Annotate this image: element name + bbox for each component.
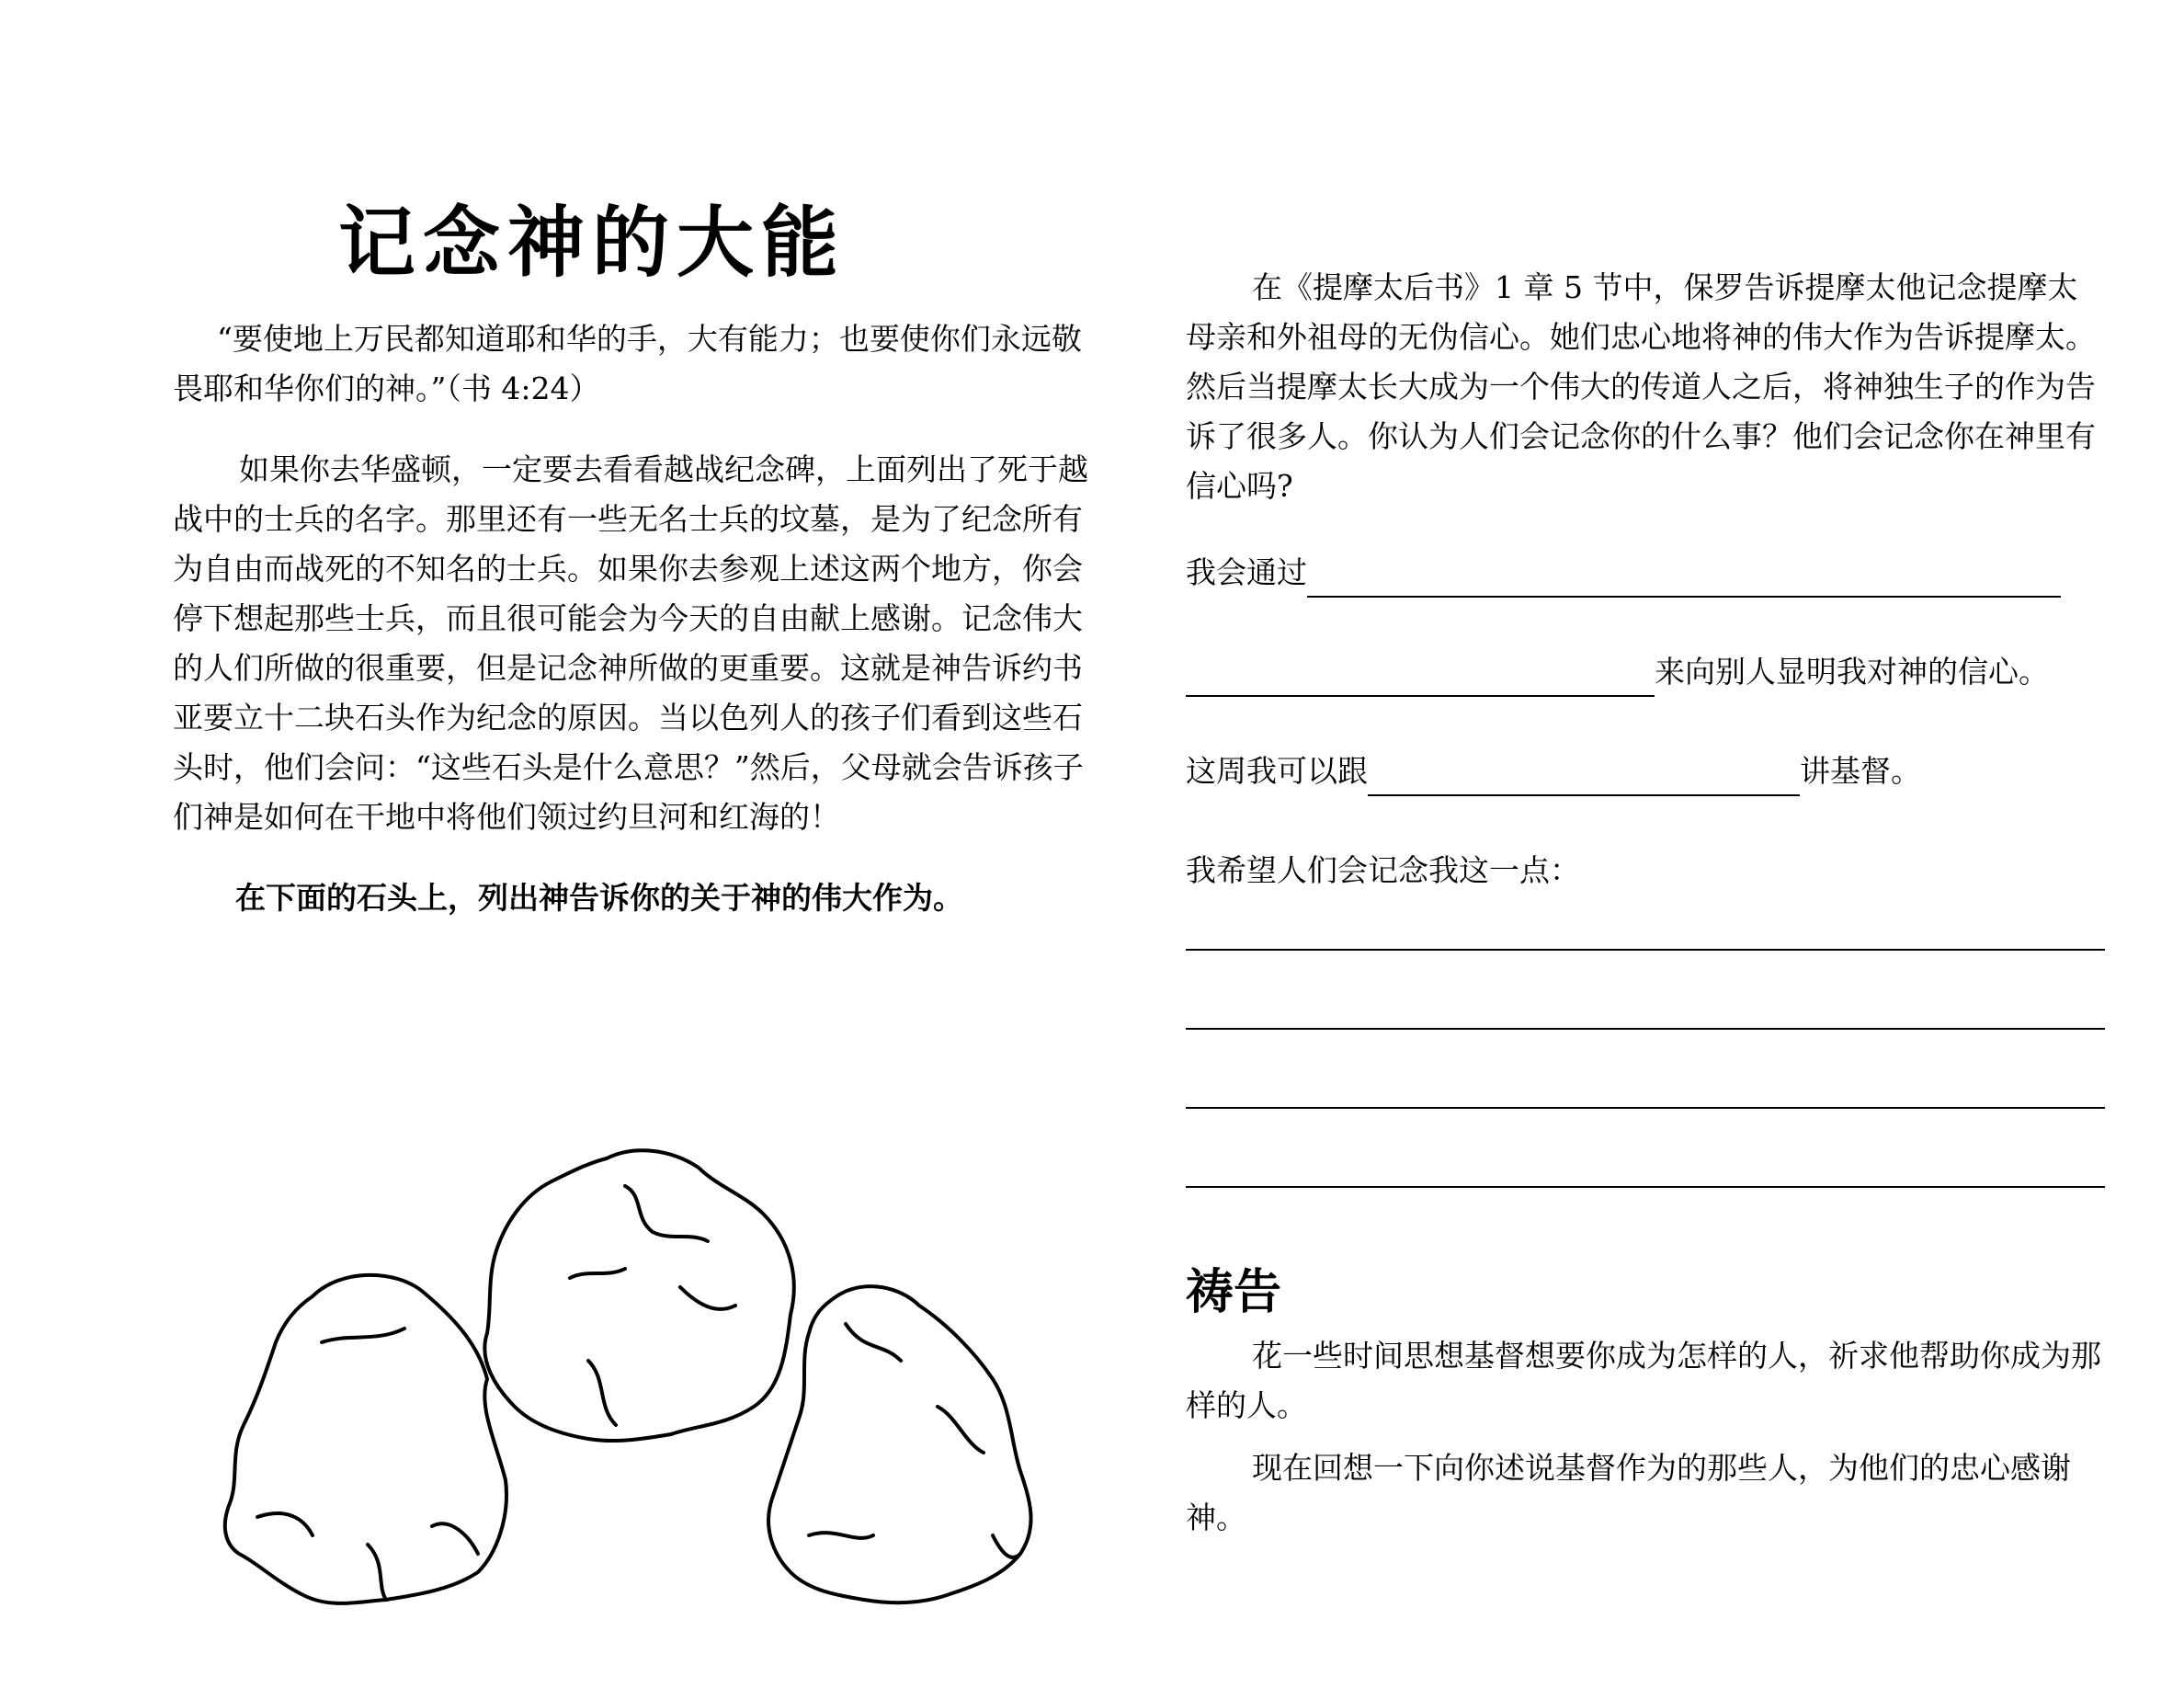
faith-blank-1[interactable] [1307,555,2061,598]
prayer-heading: 祷告 [1186,1264,1282,1320]
left-column [173,195,1092,923]
page-title: 记念神的大能 [338,197,847,288]
stones-illustration [202,1131,1085,1627]
right-column [1186,263,2105,1543]
stone-middle [484,1150,793,1441]
remember-prompt: 我希望人们会记念我这一点： [1186,852,1580,888]
share-prompt-end: 讲基督。 [1800,753,1921,789]
answer-line-1[interactable] [1186,947,2105,951]
answer-line-4[interactable] [1186,1184,2105,1188]
faith-prompt-line2 [1186,647,2105,697]
faith-prompt-line1 [1186,548,2105,598]
scripture-verse: “要使地上万民都知道耶和华的手，大有能力；也要使你们永远敬畏耶和华你们的神。”（书 4:24） [173,321,1082,406]
stone-left [225,1275,506,1603]
prayer-paragraph-1: 花一些时间思想基督想要你成为怎样的人，祈求他帮助你成为那样的人。 [1186,1338,2101,1423]
answer-line-3[interactable] [1186,1105,2105,1109]
prayer-paragraph-2: 现在回想一下向你述说基督作为的那些人，为他们的忠心感谢神。 [1186,1450,2071,1535]
faith-prompt-end: 来向别人显明我对神的信心。 [1655,654,2049,690]
intro-paragraph: 在《提摩太后书》1 章 5 节中，保罗告诉提摩太他记念提摩太母亲和外祖母的无伪信心。她们忠心地将神的伟大作为告诉提摩太。然后当提摩太长大成为一个伟大的传道人之后，将神独生子的作为告诉了很多人。你认为人们会记念你的什么事？他们会记念你在神里有信心吗? [1186,269,2096,504]
faith-prompt-start: 我会通过 [1186,554,1307,590]
body-paragraph: 如果你去华盛顿，一定要去看看越战纪念碑，上面列出了死于越战中的士兵的名字。那里还有一些无名士兵的坟墓，是为了纪念所有为自由而战死的不知名的士兵。如果你去参观上述这两个地方，你会停下想起那些士兵，而且很可能会为今天的自由献上感谢。记念伟大的人们所做的很重要，但是记念神所做的更重要。这就是神告诉约书亚要立十二块石头作为纪念的原因。当以色列人的孩子们看到这些石头时，他们会问：“这些石头是什么意思？”然后，父母就会告诉孩子们神是如何在干地中将他们领过约旦河和红海的！ [173,451,1088,835]
share-prompt-start: 这周我可以跟 [1186,753,1368,789]
share-prompt [1186,747,2105,796]
faith-blank-2[interactable] [1186,655,1655,697]
stone-instruction: 在下面的石头上，列出神告诉你的关于神的伟大作为。 [235,880,963,916]
stone-right [768,1286,1030,1602]
answer-line-2[interactable] [1186,1026,2105,1030]
share-blank[interactable] [1368,754,1800,796]
